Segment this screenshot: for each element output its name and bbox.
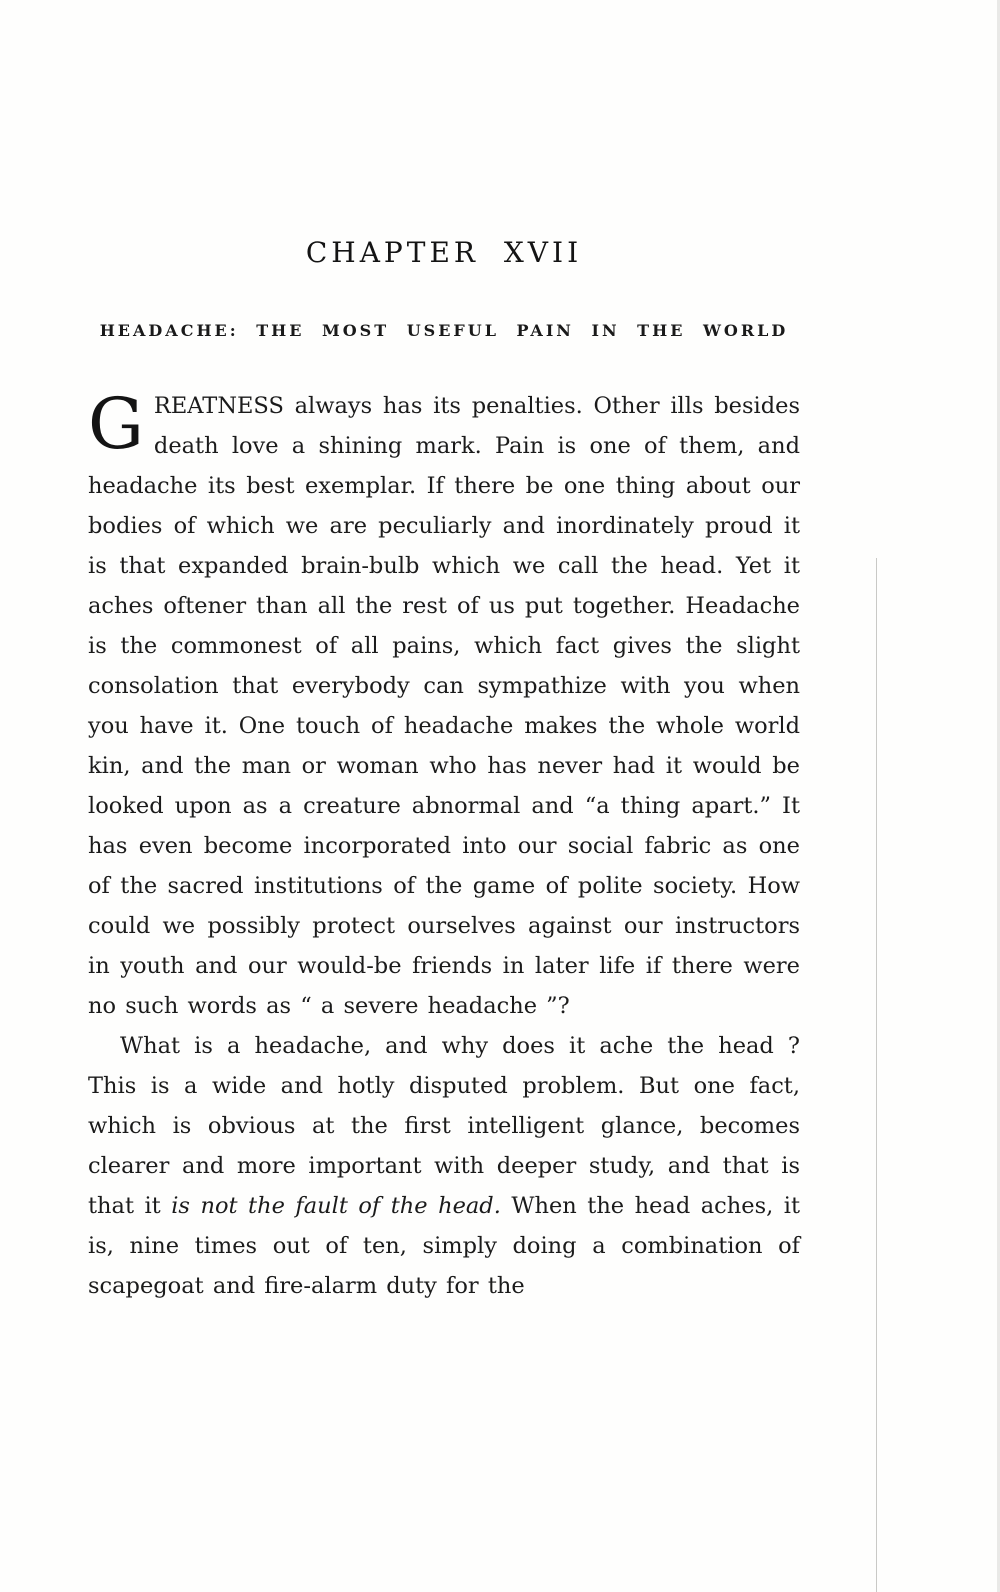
paragraph-2-italic-phrase: is not the fault of the head. [171,1193,501,1219]
paragraph-2-text-after: When the head aches, it is, nine times out of ten, simply doing a combination of scapegoat and fire-alarm duty for the [88,1193,800,1299]
paragraph-2 [88,1026,800,1306]
text-block [88,236,800,1306]
page-edge-scan-line [876,558,877,1592]
drop-cap: G [88,383,144,465]
chapter-subtitle: HEADACHE: THE MOST USEFUL PAIN IN THE WORLD [99,321,789,340]
chapter-heading: CHAPTER XVII [305,236,583,269]
paragraph-1-text: REATNESS always has its penalties. Other ills besides death love a shining mark. Pain is one of them, and headache its best exemplar. If there be one thing about our bodies of which we are peculiarly and inordinately proud it is that expanded brain-bulb which we call the head. Yet it aches oftener than all the rest of us put together. Headache is the commonest of all pains, which fact gives the slight consolation that everybody can sympathize with you when you have it. One touch of headache makes the whole world kin, and the man or woman who has never had it would be looked upon as a creature abnormal and “a thing apart.” It has even become incorporated into our social fabric as one of the sacred institutions of the game of polite society. How could we possibly protect ourselves against our instructors in youth and our would-be friends in later life if there were no such words as “ a severe headache ”? [88,393,800,1019]
paragraph-1 [88,383,800,1026]
paragraph-2-text-before: What is a headache, and why does it ache the head ? This is a wide and hotly disputed problem. But one fact, which is obvious at the first intelligent glance, becomes clearer and more important with deeper study, and that is that it [88,1033,800,1219]
